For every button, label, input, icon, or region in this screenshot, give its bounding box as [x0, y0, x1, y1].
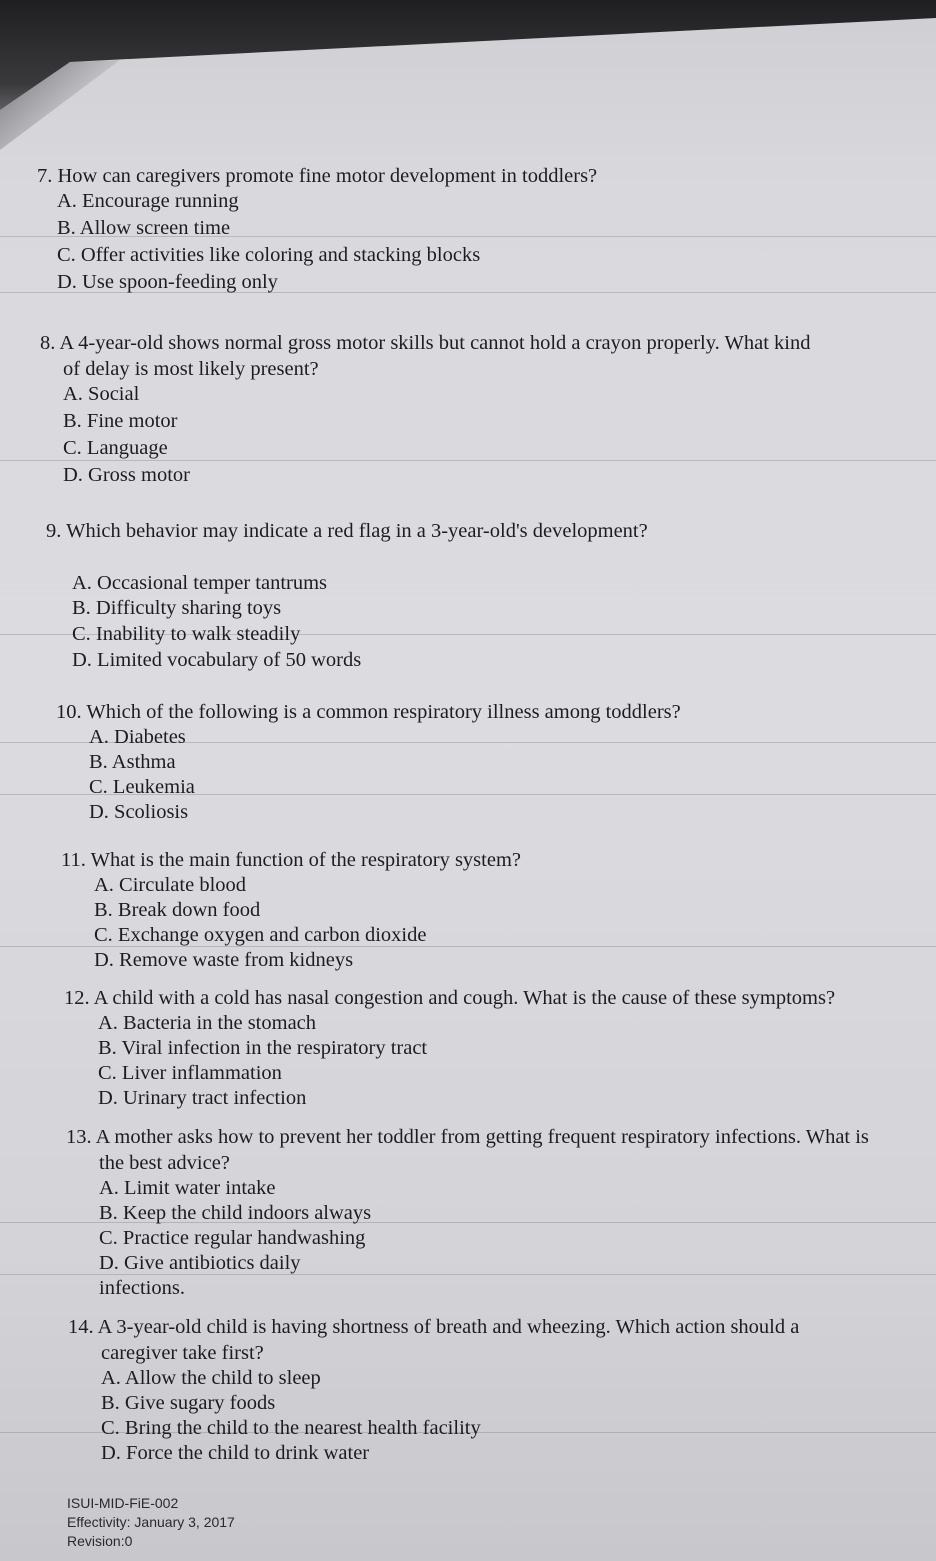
question-7: [37, 163, 597, 295]
question-stem-continuation: caregiver take first?: [101, 1342, 264, 1364]
question-stem: 7. How can caregivers promote fine motor development in toddlers?: [37, 165, 598, 187]
option-a: A. Limit water intake: [99, 1177, 276, 1199]
option-b: B. Break down food: [94, 899, 261, 921]
option-a: A. Occasional temper tantrums: [72, 572, 328, 594]
option-d: D. Give antibiotics daily: [99, 1252, 301, 1274]
question-stem-continuation: the best advice?: [99, 1152, 230, 1174]
option-c: C. Inability to walk steadily: [72, 623, 301, 645]
option-c: C. Language: [63, 437, 168, 459]
question-11: [61, 847, 521, 973]
option-a: A. Diabetes: [89, 726, 186, 748]
question-stem: 11. What is the main function of the respiratory system?: [61, 849, 521, 871]
option-d: D. Remove waste from kidneys: [94, 949, 354, 971]
stray-text: infections.: [99, 1277, 185, 1299]
option-a: A. Encourage running: [57, 190, 239, 212]
option-c: C. Exchange oxygen and carbon dioxide: [94, 924, 427, 946]
option-c: C. Bring the child to the nearest health facility: [101, 1417, 481, 1439]
effectivity-date: Effectivity: January 3, 2017: [67, 1514, 235, 1530]
option-d: D. Force the child to drink water: [101, 1442, 370, 1464]
question-stem: 8. A 4-year-old shows normal gross motor skills but cannot hold a crayon properly. What kind: [40, 332, 811, 354]
option-d: D. Limited vocabulary of 50 words: [72, 649, 362, 671]
option-b: B. Viral infection in the respiratory tract: [98, 1037, 428, 1059]
option-c: C. Practice regular handwashing: [99, 1227, 366, 1249]
document-footer: [67, 1494, 235, 1551]
question-stem: 13. A mother asks how to prevent her toddler from getting frequent respiratory infections. What is: [66, 1126, 869, 1148]
option-a: A. Social: [63, 383, 140, 405]
question-13: [66, 1124, 869, 1301]
question-stem-continuation: of delay is most likely present?: [63, 358, 319, 380]
question-14: [68, 1314, 799, 1466]
question-9: [46, 518, 648, 673]
question-8: [40, 330, 811, 488]
option-c: C. Offer activities like coloring and stacking blocks: [57, 244, 481, 266]
option-a: A. Bacteria in the stomach: [98, 1012, 317, 1034]
option-b: B. Difficulty sharing toys: [72, 597, 282, 619]
option-c: C. Liver inflammation: [98, 1062, 282, 1084]
question-12: [64, 985, 835, 1111]
question-10: [56, 699, 681, 825]
option-b: B. Keep the child indoors always: [99, 1202, 372, 1224]
question-stem: 10. Which of the following is a common respiratory illness among toddlers?: [56, 701, 681, 723]
document-code: ISUI-MID-FiE-002: [67, 1495, 179, 1511]
question-stem: 12. A child with a cold has nasal congestion and cough. What is the cause of these symptoms?: [64, 987, 836, 1009]
question-stem: 9. Which behavior may indicate a red flag in a 3-year-old's development?: [46, 520, 648, 542]
option-b: B. Fine motor: [63, 410, 178, 432]
revision-number: Revision:0: [67, 1533, 133, 1549]
option-d: D. Use spoon-feeding only: [57, 271, 278, 293]
option-c: C. Leukemia: [89, 776, 195, 798]
option-d: D. Gross motor: [63, 464, 190, 486]
option-b: B. Allow screen time: [57, 217, 231, 239]
option-b: B. Give sugary foods: [101, 1392, 276, 1414]
option-d: D. Scoliosis: [89, 801, 189, 823]
option-a: A. Circulate blood: [94, 874, 247, 896]
option-d: D. Urinary tract infection: [98, 1087, 307, 1109]
question-stem: 14. A 3-year-old child is having shortness of breath and wheezing. Which action should a: [68, 1316, 800, 1338]
option-a: A. Allow the child to sleep: [101, 1367, 321, 1389]
option-b: B. Asthma: [89, 751, 176, 773]
